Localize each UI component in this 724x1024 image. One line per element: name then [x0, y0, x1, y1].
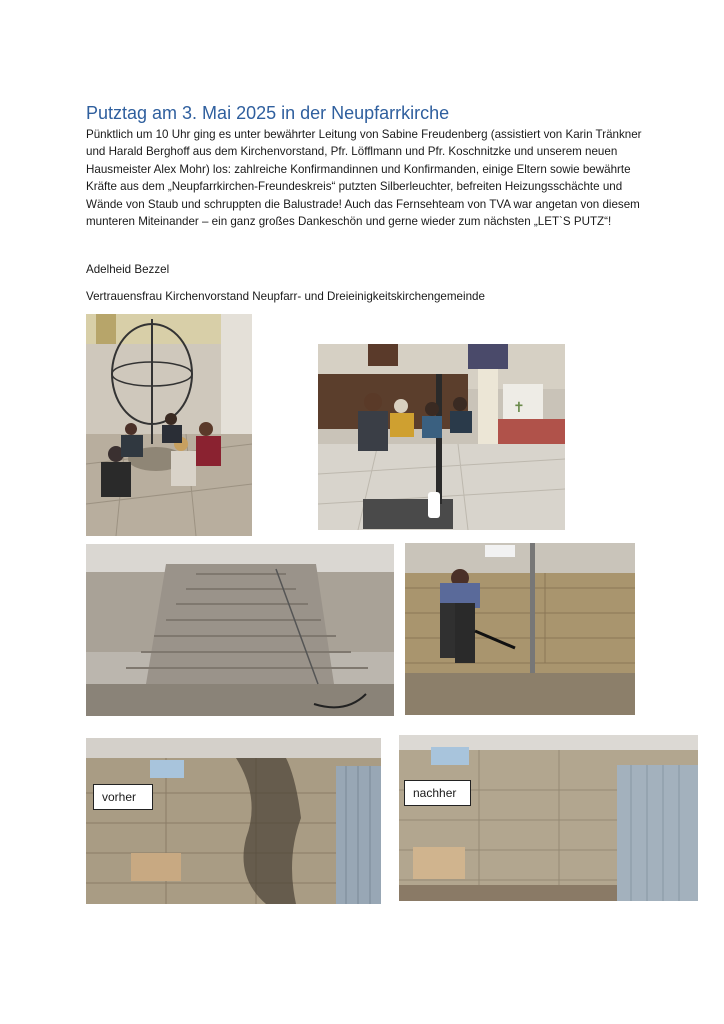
photo-chandelier-cleaning	[86, 314, 252, 536]
photo-wall-after	[399, 735, 698, 901]
article-title: Putztag am 3. Mai 2025 in der Neupfarrkirche	[86, 103, 450, 123]
before-label: vorher	[93, 784, 153, 810]
photo-wall-before	[86, 738, 381, 904]
author-name: Adelheid Bezzel	[86, 263, 170, 276]
article-body: Pünktlich um 10 Uhr ging es unter bewährter Leitung von Sabine Freudenberg (assistiert von Karin Tränkner und Harald Berghoff aus dem Kirchenvorstand, Pfr. Löfflmann und Pfr. Koschnitzke und unserem neuen Hausmeister Alex Mohr) los: zahlreiche Konfirmandinnen und Konfirmanden, einige Eltern sowie bewährte Kräfte aus dem „Neupfarrkirchen-Freundeskreis“ putzten Silberleuchter, befreiten Heizungsschächte und Wände von Staub und schruppten die Balustrade! Auch das Fernsehteam von TVA war angetan von diesem munteren Miteinander – ein ganz großes Dankeschön und gerne wieder zum nächsten „LET`S PUTZ“!	[86, 128, 642, 229]
photo-stone-staircase	[86, 544, 394, 716]
after-label: nachher	[404, 780, 471, 806]
author-role: Vertrauensfrau Kirchenvorstand Neupfarr- und Dreieinigkeitskirchengemeinde	[86, 290, 485, 303]
svg-text:✝: ✝	[513, 399, 525, 415]
photo-pressure-washing	[405, 543, 635, 715]
photo-candlestick-cleaning	[318, 344, 565, 530]
